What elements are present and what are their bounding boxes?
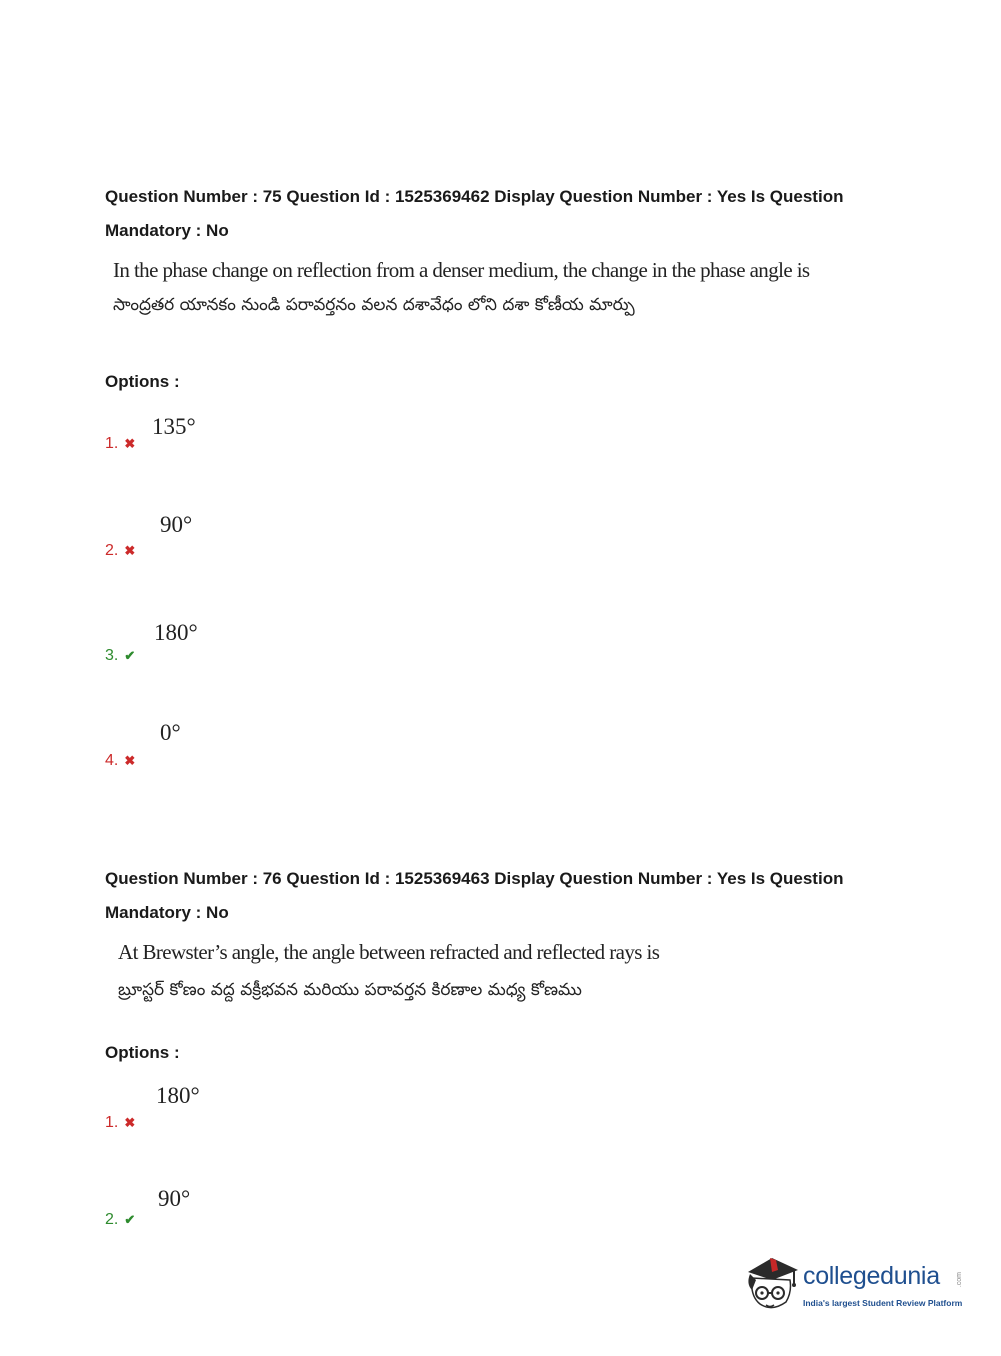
option-value: 135° <box>152 414 196 439</box>
question-text-telugu: బ్రూస్టర్ కోణం వద్ద వక్రీభవన మరియు పరావర్తన కిరణాల మధ్య కోణము <box>118 980 582 1000</box>
options-label: Options : <box>105 372 180 391</box>
question-text-english: In the phase change on reflection from a denser medium, the change in the phase angle is <box>113 258 810 282</box>
option-number <box>105 542 135 560</box>
logo-wordmark: collegedunia <box>803 1262 940 1290</box>
option-number-label: 1. <box>105 1114 119 1131</box>
logo-tagline: India's largest Student Review Platform <box>803 1298 963 1308</box>
option-number <box>105 1114 135 1132</box>
check-icon: ✔ <box>124 648 136 663</box>
collegedunia-mascot-icon <box>742 1250 802 1316</box>
question-header <box>105 180 905 248</box>
option-number <box>105 435 135 453</box>
option-value: 0° <box>160 720 181 745</box>
option-number-label: 3. <box>105 647 119 664</box>
option-number-label: 1. <box>105 435 119 452</box>
option-value: 180° <box>156 1083 200 1108</box>
cross-icon: ✖ <box>124 753 136 768</box>
option-number-label: 4. <box>105 752 119 769</box>
option-value: 180° <box>154 620 198 645</box>
option-number-label: 2. <box>105 542 119 559</box>
logo-domain-suffix: .com <box>956 1272 963 1288</box>
option-number <box>105 647 135 665</box>
question-text-telugu: సాంద్రతర యానకం నుండి పరావర్తనం వలన దశావేధం లోని దశా కోణీయ మార్పు <box>113 295 635 315</box>
cross-icon: ✖ <box>124 543 136 558</box>
check-icon: ✔ <box>124 1212 136 1227</box>
option-number-label: 2. <box>105 1211 119 1228</box>
option-number <box>105 1211 135 1229</box>
option-number <box>105 752 135 770</box>
cross-icon: ✖ <box>124 1115 136 1130</box>
option-value: 90° <box>158 1186 191 1211</box>
question-text-english: At Brewster’s angle, the angle between refracted and reflected rays is <box>118 940 660 964</box>
options-label: Options : <box>105 1043 180 1062</box>
question-header-line2: Mandatory : No <box>105 221 229 240</box>
question-header-line1: Question Number : 76 Question Id : 1525369463 Display Question Number : Yes Is Question <box>105 869 844 888</box>
cross-icon: ✖ <box>124 436 136 451</box>
question-header-line2: Mandatory : No <box>105 903 229 922</box>
question-header <box>105 862 905 930</box>
question-header-line1: Question Number : 75 Question Id : 1525369462 Display Question Number : Yes Is Question <box>105 187 844 206</box>
option-value: 90° <box>160 512 193 537</box>
